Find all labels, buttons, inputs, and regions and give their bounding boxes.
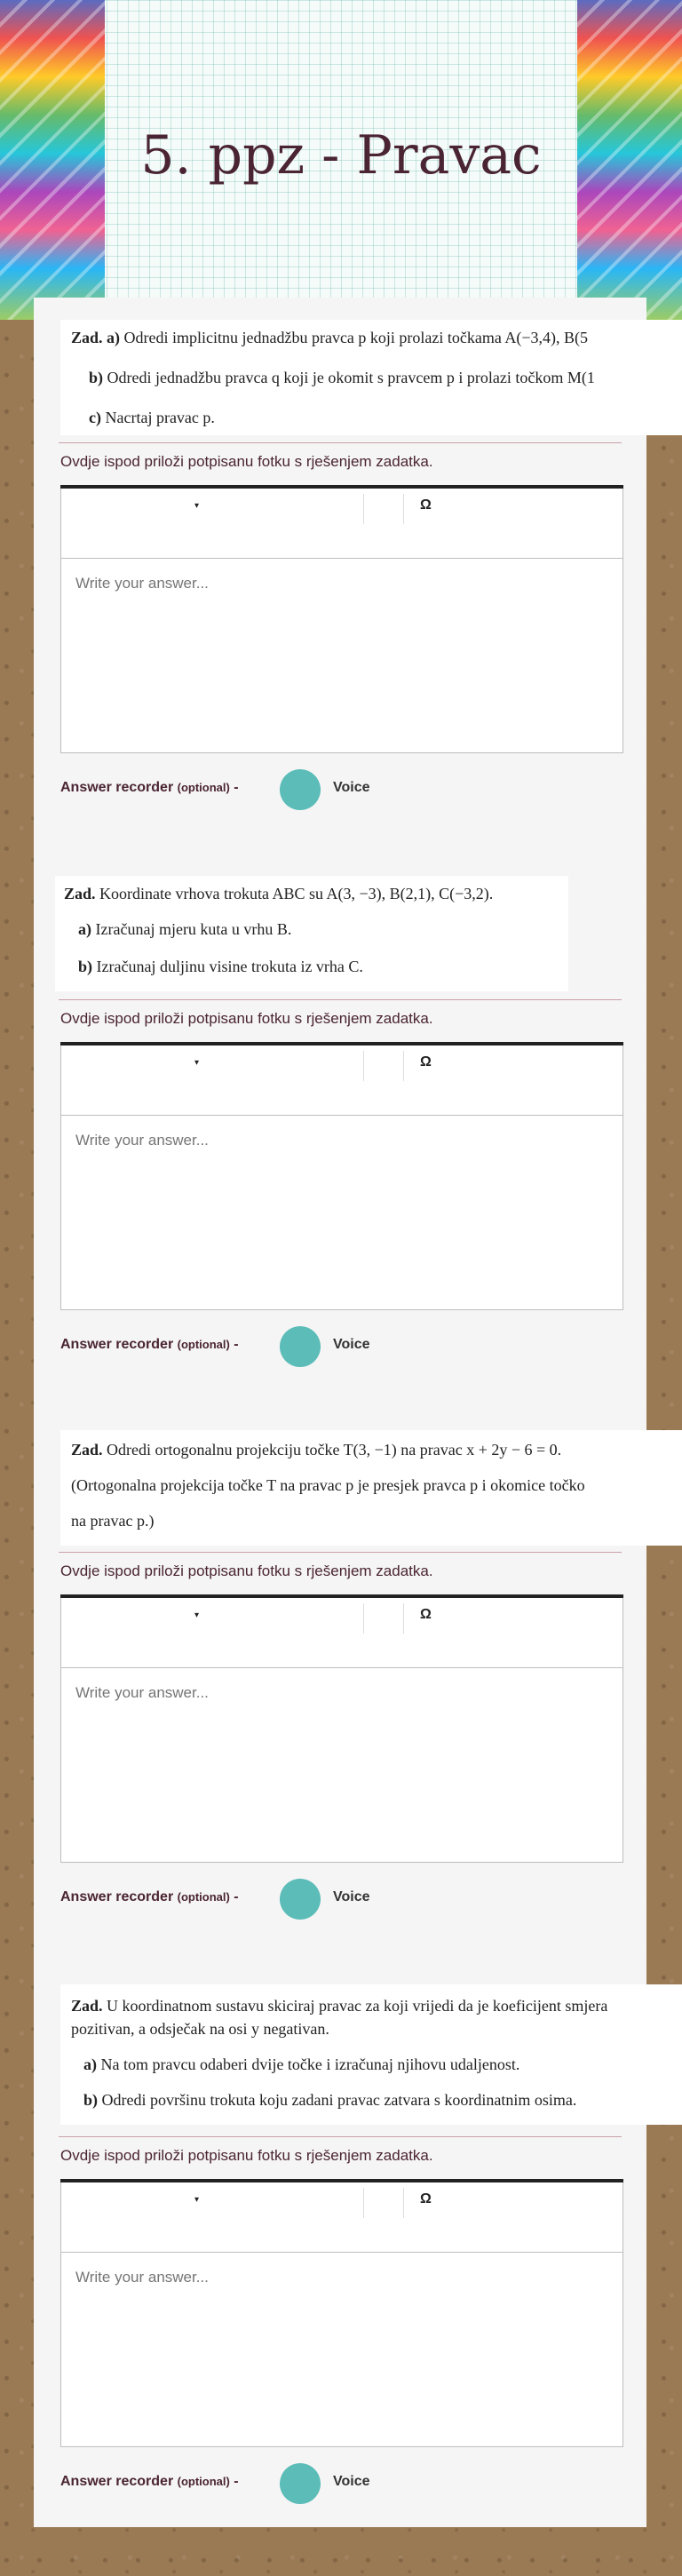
voice-label: Voice <box>333 1337 370 1352</box>
task-4-line-3: a) Na tom pravcu odaberi dvije točke i izračunaj njihovu udaljenost. <box>83 2055 520 2073</box>
answer-recorder-label: Answer recorder (optional) - <box>60 780 239 795</box>
editor-toolbar <box>61 1598 623 1668</box>
special-characters-icon[interactable]: Ω <box>420 2191 432 2206</box>
record-voice-button[interactable] <box>280 2463 321 2504</box>
task-3 <box>60 1430 682 1546</box>
answer-input[interactable] <box>75 2269 599 2286</box>
record-voice-button[interactable] <box>280 769 321 810</box>
upload-instruction: Ovdje ispod priloži potpisanu fotku s rješenjem zadatka. <box>60 453 433 470</box>
voice-label: Voice <box>333 2474 370 2489</box>
answer-editor[interactable] <box>60 485 623 753</box>
answer-editor[interactable] <box>60 1042 623 1310</box>
task-2-line-2: a) Izračunaj mjeru kuta u vrhu B. <box>78 920 292 938</box>
divider <box>59 2136 622 2137</box>
answer-recorder-label: Answer recorder (optional) - <box>60 1889 239 1904</box>
special-characters-icon[interactable]: Ω <box>420 1054 432 1069</box>
task-1-line-3: c) Nacrtaj pravac p. <box>89 409 215 426</box>
answer-recorder-label: Answer recorder (optional) - <box>60 1337 239 1352</box>
upload-instruction: Ovdje ispod priloži potpisanu fotku s rješenjem zadatka. <box>60 1562 433 1579</box>
chevron-down-icon[interactable]: ▾ <box>194 1058 200 1068</box>
task-2 <box>55 876 568 991</box>
task-3-line-2: (Ortogonalna projekcija točke T na pravac p je presjek pravca p i okomice točko <box>71 1476 585 1494</box>
task-4-line-4: b) Odredi površinu trokuta koju zadani pravac zatvara s koordinatnim osima. <box>83 2091 577 2109</box>
header-banner <box>0 0 682 320</box>
answer-input[interactable] <box>75 575 599 592</box>
editor-toolbar <box>61 1046 623 1116</box>
upload-instruction: Ovdje ispod priloži potpisanu fotku s rješenjem zadatka. <box>60 1010 433 1027</box>
voice-label: Voice <box>333 1889 370 1904</box>
task-1 <box>60 320 682 435</box>
special-characters-icon[interactable]: Ω <box>420 497 432 513</box>
task-1-line-1: Zad. a) Odredi implicitnu jednadžbu pravca p koji prolazi točkama A(−3,4), B(5 <box>71 329 589 346</box>
answer-editor[interactable] <box>60 1594 623 1863</box>
answer-recorder-label: Answer recorder (optional) - <box>60 2474 239 2489</box>
task-2-line-3: b) Izračunaj duljinu visine trokuta iz vrha C. <box>78 958 363 975</box>
chevron-down-icon[interactable]: ▾ <box>194 2195 200 2205</box>
answer-input[interactable] <box>75 1684 599 1702</box>
editor-toolbar <box>61 2182 623 2253</box>
voice-label: Voice <box>333 780 370 795</box>
record-voice-button[interactable] <box>280 1326 321 1367</box>
task-4-line-1: Zad. U koordinatnom sustavu skiciraj pravac za koji vrijedi da je koeficijent smjera <box>71 1997 608 2015</box>
task-1-line-2: b) Odredi jednadžbu pravca q koji je okomit s pravcem p i prolazi točkom M(1 <box>89 369 595 386</box>
task-3-line-3: na pravac p.) <box>71 1512 155 1530</box>
chevron-down-icon[interactable]: ▾ <box>194 501 200 511</box>
divider <box>59 999 622 1000</box>
answer-editor[interactable] <box>60 2179 623 2447</box>
upload-instruction: Ovdje ispod priloži potpisanu fotku s rješenjem zadatka. <box>60 2147 433 2164</box>
record-voice-button[interactable] <box>280 1879 321 1920</box>
task-4-line-2: pozitivan, a odsječak na osi y negativan. <box>71 2020 329 2038</box>
special-characters-icon[interactable]: Ω <box>420 1607 432 1622</box>
page-title: 5. ppz - Pravac <box>140 124 542 187</box>
task-3-line-1: Zad. Odredi ortogonalnu projekciju točke T(3, −1) na pravac x + 2y − 6 = 0. <box>71 1441 562 1459</box>
task-4 <box>60 1984 682 2125</box>
divider <box>59 442 622 443</box>
answer-input[interactable] <box>75 1132 599 1149</box>
task-2-line-1: Zad. Koordinate vrhova trokuta ABC su A(3, −3), B(2,1), C(−3,2). <box>64 885 494 902</box>
chevron-down-icon[interactable]: ▾ <box>194 1610 200 1620</box>
editor-toolbar <box>61 489 623 559</box>
divider <box>59 1552 622 1553</box>
